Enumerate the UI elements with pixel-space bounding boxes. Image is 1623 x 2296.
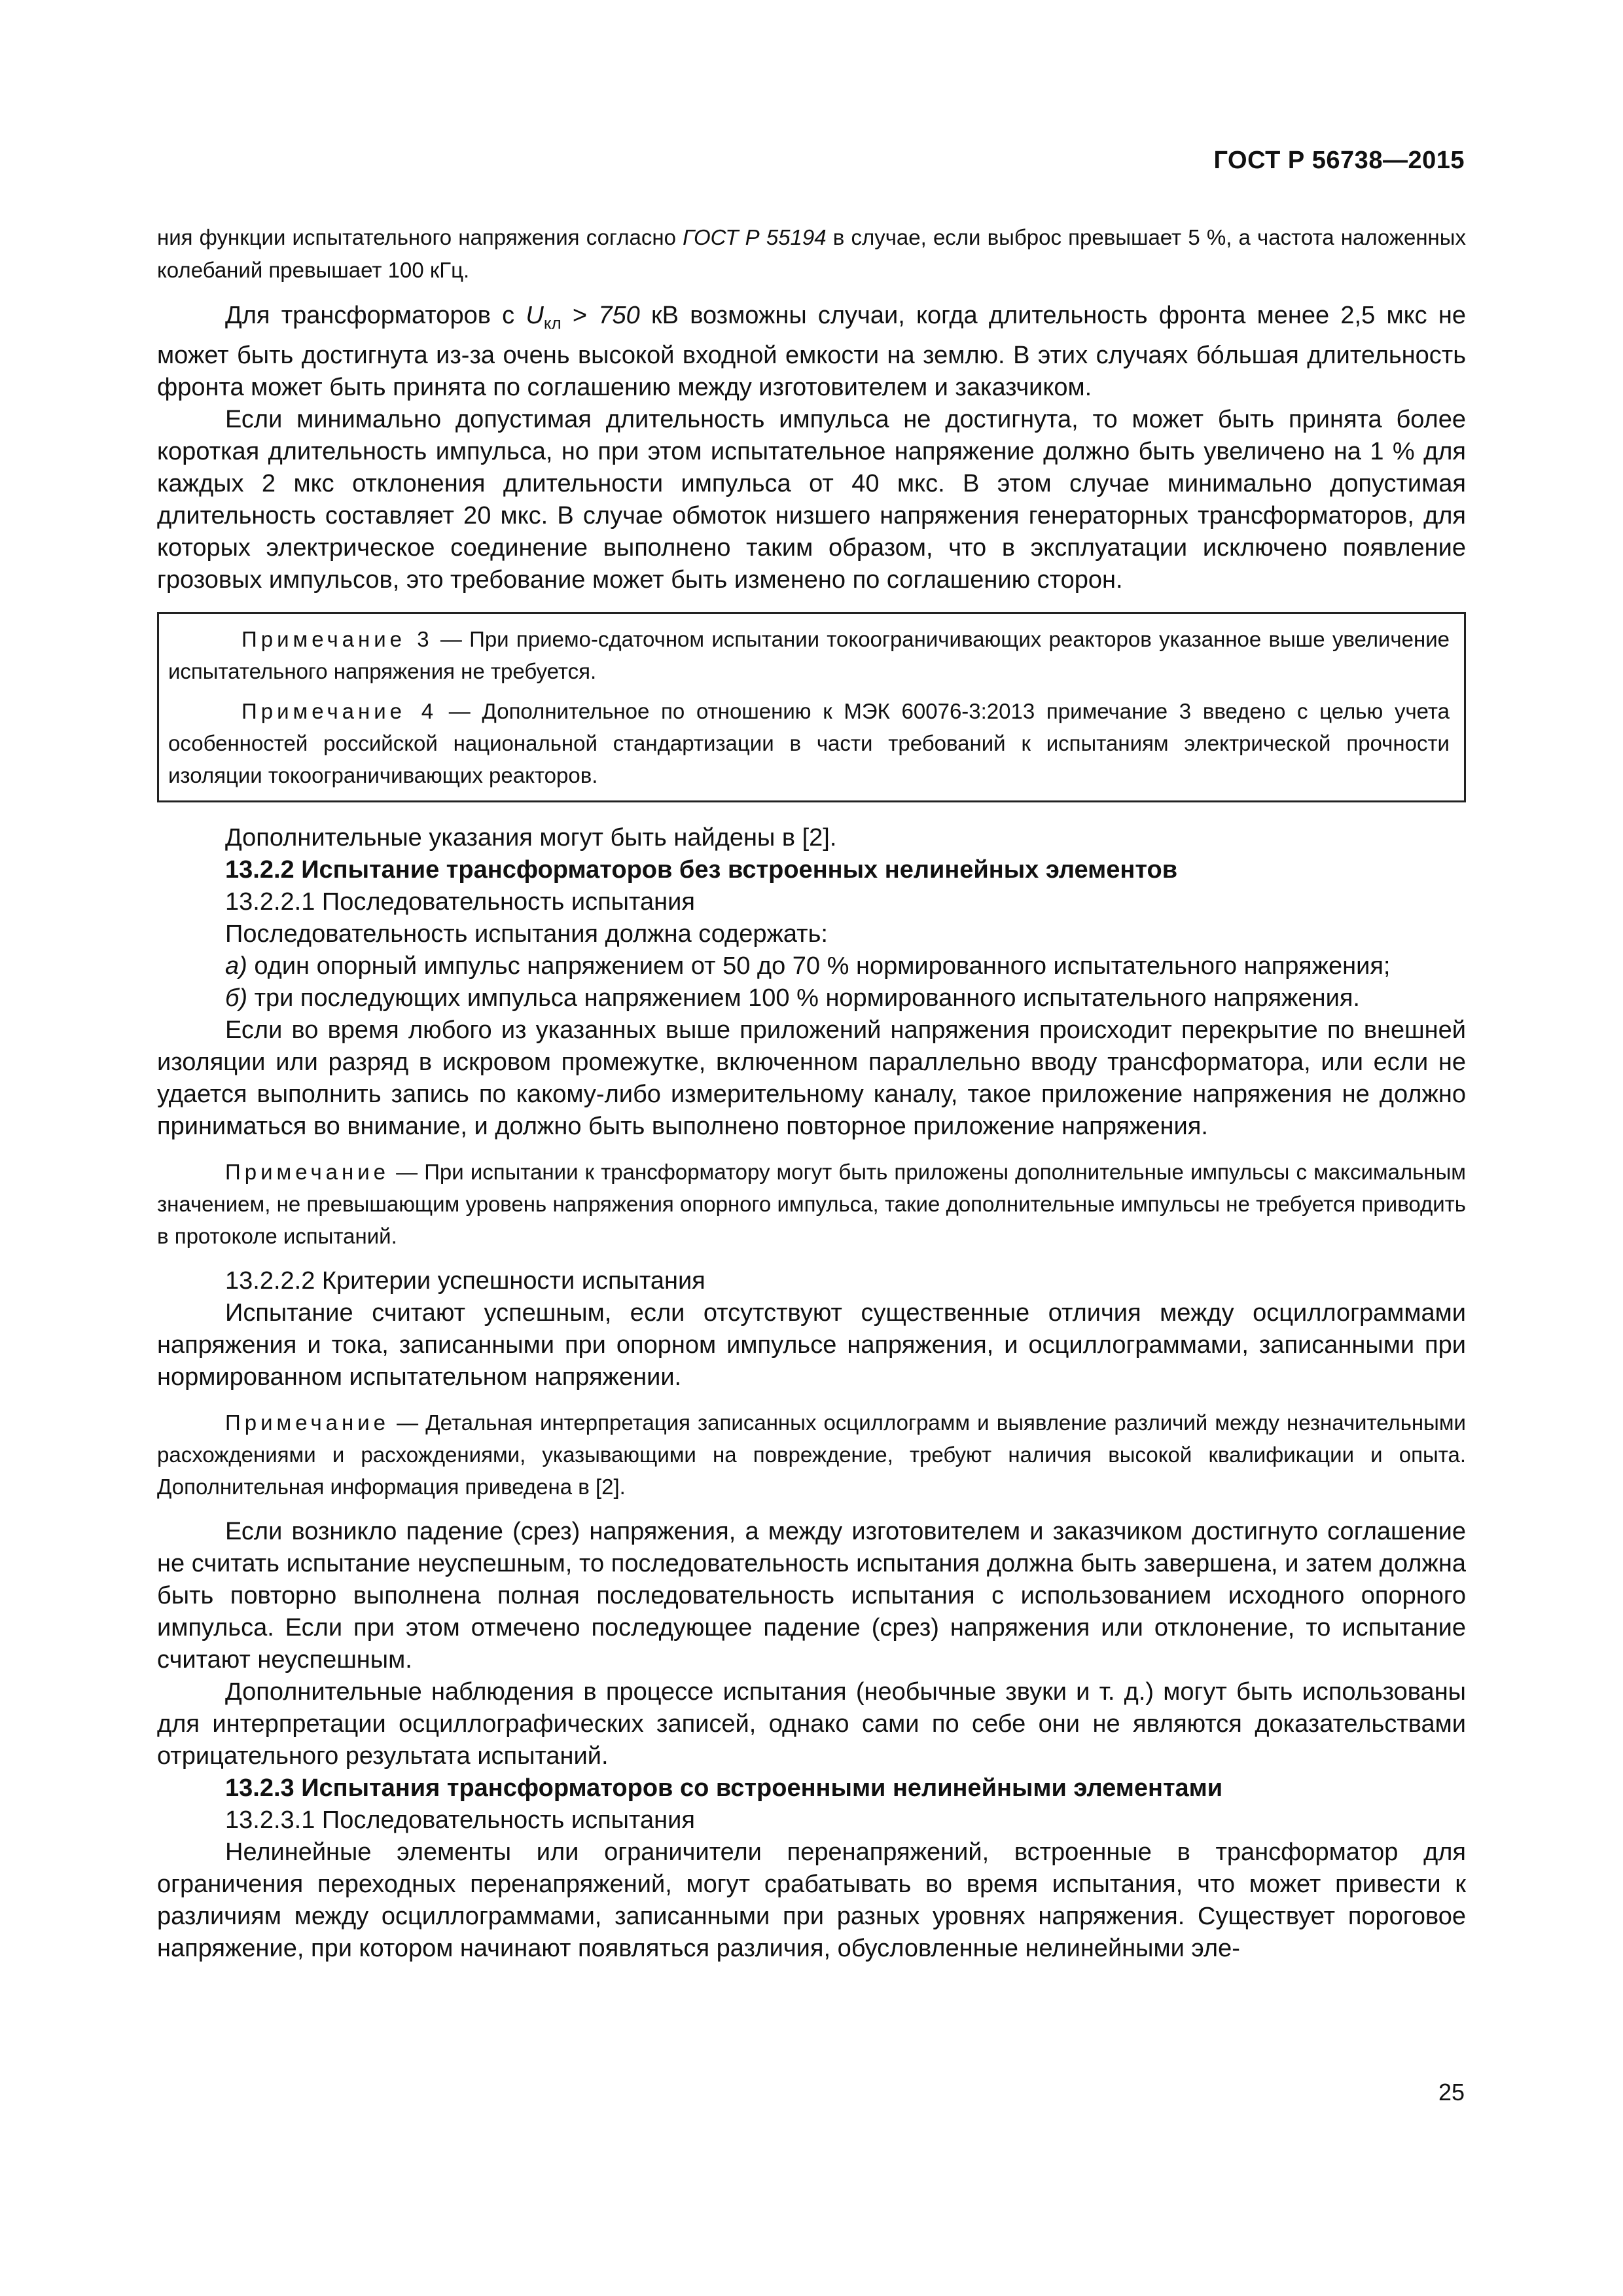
- standard-reference: ГОСТ Р 55194: [683, 225, 827, 249]
- text-run: >: [561, 302, 599, 329]
- note-label: Примечание: [225, 1410, 390, 1435]
- note-4: [168, 695, 1450, 791]
- voltage-value: 750: [598, 302, 640, 329]
- text-run: ния функции испытательного напряжения согласно: [157, 225, 683, 249]
- note-3: [168, 623, 1450, 687]
- list-item-a: [157, 950, 1466, 982]
- note-additional-impulses: [157, 1156, 1466, 1252]
- paragraph-nonlinear-elements: Нелинейные элементы или ограничители перенапряжений, встроенные в трансформатор для ограничения переходных перенапряжений, могут срабатывать во время испытания, что может привести к различиям между осциллограммами, записанными при разных уровнях напряжения. Существует пороговое напряжение, при котором начинают появляться различия, обусловленные нелинейными эле-: [157, 1838, 1466, 1962]
- section-heading-13-2-2: 13.2.2 Испытание трансформаторов без встроенных нелинейных элементов: [225, 855, 1178, 884]
- subsection-heading-13-2-2-1: 13.2.2.1 Последовательность испытания: [225, 888, 695, 916]
- note-label: Примечание 4: [241, 698, 438, 723]
- note-interpretation: [157, 1407, 1466, 1503]
- page-number: 25: [1438, 2079, 1465, 2106]
- paragraph-observations: Дополнительные наблюдения в процессе испытания (необычные звуки и т. д.) могут быть использованы для интерпретации осциллографических записей, однако сами по себе они не являются доказательствами отрицательного результата испытаний.: [157, 1677, 1466, 1770]
- note-text: — При приемо-сдаточном испытании токоограничивающих реакторов указанное выше увеличение испытательного напряжения не требуется.: [168, 626, 1450, 683]
- note-text: — Дополнительное по отношению к МЭК 60076-3:2013 примечание 3 введено с целью учета особенностей российской национальной стандартизации в части требований к испытаниям электрической прочности изоляции токоограничивающих реакторов.: [168, 698, 1450, 787]
- voltage-subscript: кл: [543, 313, 562, 333]
- note-text: — При испытании к трансформатору могут быть приложены дополнительные импульсы с максимальным значением, не превышающим уровень напряжения опорного импульса, такие дополнительные импульсы не требуется приводить в протоколе испытаний.: [157, 1159, 1466, 1248]
- text-run: кВ возможны случаи, когда длительность фронта менее 2,5 мкс не может быть достигнута из-за очень высокой входной емкости на землю. В этих случаях бóльшая длительность фронта может быть принята по соглашению между изготовителем и заказчиком.: [157, 302, 1467, 401]
- paragraph-pulse-duration: Если минимально допустимая длительность импульса не достигнута, то может быть принята более короткая длительность импульса, но при этом испытательное напряжение должно быть увеличено на 1 % для каждых 2 мкс отклонения длительности импульса от 40 мкс. В этом случае минимально допустимая длительность составляет 20 мкс. В случае обмоток низшего напряжения генераторных трансформаторов, для которых электрическое соединение выполнено таким образом, что в эксплуатации исключено появление грозовых импульсов, это требование может быть изменено по соглашению сторон.: [157, 405, 1466, 594]
- voltage-symbol: U: [526, 302, 544, 329]
- paragraph-front-duration: [157, 300, 1466, 404]
- section-heading-13-2-3: 13.2.3 Испытания трансформаторов со встроенными нелинейными элементами: [225, 1774, 1223, 1802]
- note-text: — Детальная интерпретация записанных осциллограмм и выявление различий между незначительными расхождениями и расхождениями, указывающими на повреждение, требуют наличия высокой квалификации и опыта. Дополнительная информация приведена в [2].: [157, 1410, 1466, 1499]
- list-marker: б): [225, 984, 248, 1012]
- paragraph-chopped-voltage: Если возникло падение (срез) напряжения, а между изготовителем и заказчиком достигнуто соглашение не считать испытание неуспешным, то последовательность испытания должна быть завершена, и затем должна быть повторно выполнена полная последовательность испытания с использованием исходного опорного импульса. Если при этом отмечено последующее падение (срез) напряжения или отклонение, то испытание считают неуспешным.: [157, 1517, 1466, 1674]
- page-body: [157, 221, 1466, 1965]
- list-item-b: [157, 982, 1466, 1014]
- paragraph-flashover: Если во время любого из указанных выше приложений напряжения происходит перекрытие по внешней изоляции или разряд в искровом промежутке, включенном параллельно вводу трансформатора, или если не удается выполнить запись по какому-либо измерительному каналу, такое приложение напряжения не должно приниматься во внимание, и должно быть выполнено повторное приложение напряжения.: [157, 1016, 1466, 1140]
- list-text: один опорный импульс напряжением от 50 до 70 % нормированного испытательного напряжения;: [247, 952, 1391, 980]
- list-text: три последующих импульса напряжением 100 % нормированного испытательного напряжения.: [247, 984, 1360, 1012]
- text-run: Для трансформаторов с: [225, 302, 526, 329]
- notes-box: [157, 612, 1466, 802]
- paragraph-sequence-intro: Последовательность испытания должна содержать:: [225, 920, 828, 948]
- text-run: в случае, если выброс превышает 5 %, а частота наложенных колебаний превышает 100 кГц.: [157, 225, 1466, 282]
- document-code: ГОСТ Р 56738—2015: [1213, 147, 1465, 174]
- subsection-heading-13-2-2-2: 13.2.2.2 Критерии успешности испытания: [225, 1266, 705, 1295]
- continuation-paragraph: [157, 221, 1466, 287]
- paragraph-additional-guidance: Дополнительные указания могут быть найдены в [2].: [225, 823, 837, 852]
- list-marker: а): [225, 952, 247, 980]
- paragraph-success-criteria: Испытание считают успешным, если отсутствуют существенные отличия между осциллограммами напряжения и тока, записанными при опорном импульсе напряжения, и осциллограммами, записанными при нормированном испытательном напряжении.: [157, 1299, 1466, 1391]
- note-label: Примечание: [225, 1159, 390, 1184]
- subsection-heading-13-2-3-1: 13.2.3.1 Последовательность испытания: [225, 1806, 695, 1834]
- note-label: Примечание 3: [241, 626, 433, 651]
